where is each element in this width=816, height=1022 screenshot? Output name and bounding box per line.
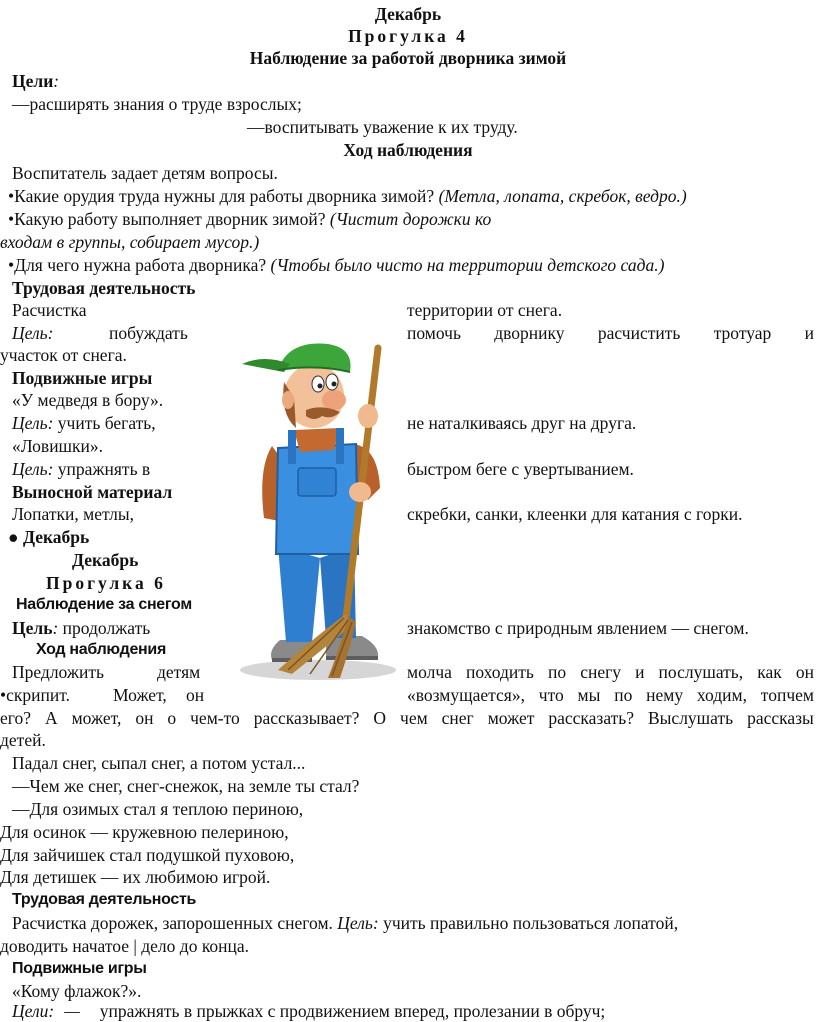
janitor-with-broom-icon (228, 318, 398, 686)
poem-line: Для детишек — их любимою игрой. (0, 867, 271, 887)
game-title: «У медведя в бору». (12, 390, 164, 410)
material-text: Лопатки, метлы, (12, 504, 135, 524)
paragraph-line: его? А может, он о чем-то рассказывает? О чем снег может рассказать? Выслушать рассказы (0, 708, 814, 728)
section-heading-labor: Трудовая деятельность (12, 278, 196, 298)
page-title-2: Наблюдение за снегом (16, 596, 192, 613)
paragraph-word: он (186, 685, 205, 705)
bullet-month: ● Декабрь (8, 527, 90, 547)
poem-line: Для осинок — кружевною пелериною, (0, 822, 289, 842)
question-3: •Для чего нужна работа дворника? (Чтобы было чисто на территории детского сада.) (8, 255, 665, 275)
section-heading-material: Выносной материал (12, 482, 173, 502)
game-goal-cont: быстром беге с увертыванием. (407, 459, 634, 479)
question-2: •Какую работу выполняет дворник зимой? (Чистит дорожки ко (8, 209, 492, 229)
labor-goal-label: Цель: (12, 323, 54, 343)
poem-line: Падал снег, сыпал снег, а потом устал... (12, 753, 306, 773)
game-goal-cont: не наталкиваясь друг на друга. (407, 413, 637, 433)
paragraph-line: молча походить по снегу и послушать, как он (407, 662, 814, 682)
goal-line: Цель: продолжать (12, 618, 151, 638)
labor-text: Расчистка (12, 300, 87, 320)
paragraph-word: детям (157, 662, 201, 682)
paragraph-word: Предложить (12, 662, 104, 682)
game-goal: Цель: упражнять в (12, 459, 151, 479)
game-title: «Ловишки». (12, 436, 104, 456)
walk-heading: Прогулка 4 (348, 26, 468, 46)
section-heading-labor-2: Трудовая деятельность (12, 891, 197, 908)
labor-goal-end: участок от снега. (0, 345, 127, 365)
paragraph-line: «возмущается», что мы по нему ходим, топчем (407, 685, 814, 705)
goal-line-cont: знакомство с природным явлением — снегом. (407, 618, 749, 638)
month-heading-2: Декабрь (72, 550, 139, 570)
poem-line: —Чем же снег, снег-снежок, на земле ты стал? (12, 776, 360, 796)
goal-item: —расширять знания о труде взрослых; (12, 94, 302, 114)
section-heading-course-2: Ход наблюдения (36, 641, 166, 658)
poem-line: Для зайчишек стал подушкой пуховою, (0, 845, 295, 865)
section-heading-course: Ход наблюдения (343, 140, 473, 160)
labor-text-cont: территории от снега. (407, 300, 563, 320)
section-heading-games-2: Подвижные игры (12, 960, 147, 977)
labor-goal-text: помочь дворнику расчистить тротуар и (407, 323, 814, 343)
labor-goal-word: побуждать (109, 323, 188, 343)
labor-text-2-end: доводить начатое | дело до конца. (0, 936, 250, 956)
question-1: •Какие орудия труда нужны для работы дворника зимой? (Метла, лопата, скребок, ведро.) (8, 186, 687, 206)
page-title: Наблюдение за работой дворника зимой (249, 48, 567, 68)
answer-2-cont: входам в группы, собирает мусор.) (0, 232, 260, 252)
paragraph-word: Может, (113, 685, 167, 705)
walk-heading-2: Прогулка 6 (46, 573, 166, 593)
labor-text-2: Расчистка дорожек, запорошенных снегом. Цель: учить правильно пользоваться лопатой, (12, 913, 679, 933)
teacher-line: Воспитатель задает детям вопросы. (12, 163, 278, 183)
material-text-cont: скребки, санки, клеенки для катания с горки. (407, 504, 743, 524)
goal-item: —воспитывать уважение к их труду. (247, 117, 518, 137)
goals-line-2: Цели: — упражнять в прыжках с продвижением вперед, пролезании в обруч; (12, 1001, 606, 1021)
paragraph-end: детей. (0, 730, 46, 750)
game-goal: Цель: учить бегать, (12, 413, 156, 433)
month-heading: Декабрь (374, 4, 442, 24)
paragraph-word: •скрипит. (0, 685, 70, 705)
poem-line: —Для озимых стал я теплою периною, (12, 799, 304, 819)
game-title-2: «Кому флажок?». (12, 981, 142, 1001)
section-heading-games: Подвижные игры (12, 368, 153, 388)
goals-label: Цели: (12, 71, 60, 91)
